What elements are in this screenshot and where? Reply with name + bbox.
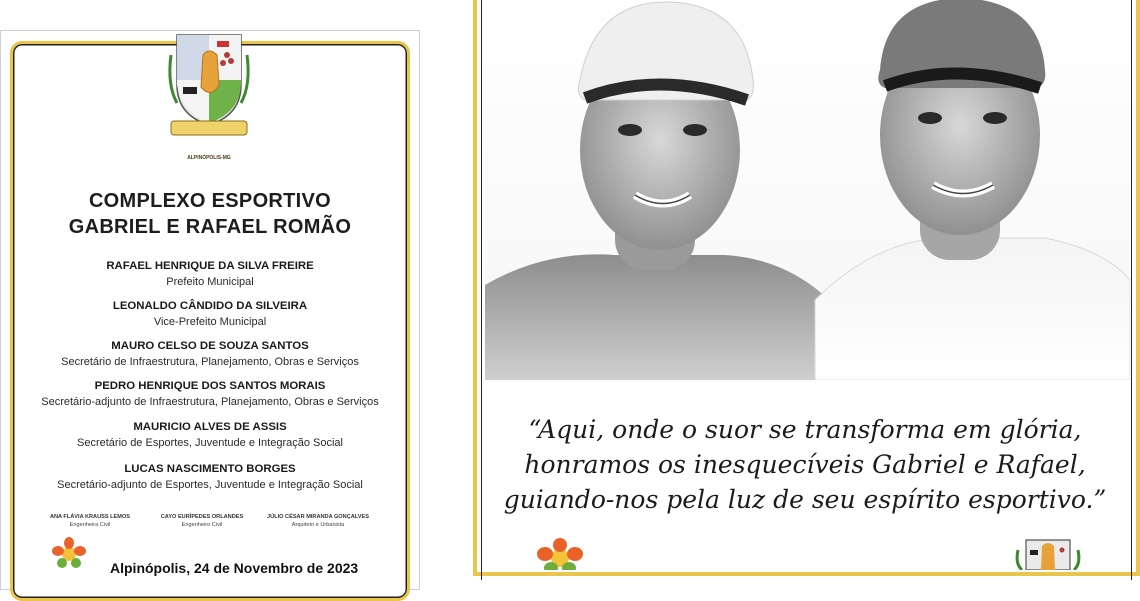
crest-ribbon-text: ALPINÓPOLIS-MG xyxy=(187,155,231,161)
flower-logo-icon xyxy=(533,538,588,570)
official-role: Secretário de Esportes, Juventude e Integração Social xyxy=(77,437,343,449)
official-name: PEDRO HENRIQUE DOS SANTOS MORAIS xyxy=(94,380,326,392)
official-role: Secretário-adjunto de Esportes, Juventude e Integração Social xyxy=(57,479,363,491)
official-role: Vice-Prefeito Municipal xyxy=(153,316,267,328)
engineer-credit xyxy=(142,514,262,528)
official-name: MAURICIO ALVES DE ASSIS xyxy=(133,421,287,433)
engineer-name: JÚLIO CÉSAR MIRANDA GONÇALVES xyxy=(267,514,369,520)
quote-line2: honramos os inesquecíveis Gabriel e Rafael, xyxy=(524,450,1086,479)
engineer-credit xyxy=(258,514,378,528)
official-role: Secretário de Infraestrutura, Planejamento, Obras e Serviços xyxy=(61,356,359,368)
official-role: Prefeito Municipal xyxy=(166,276,254,288)
official-role: Secretário-adjunto de Infraestrutura, Planejamento, Obras e Serviços xyxy=(41,396,379,408)
quote-line3: guiando-nos pela luz de seu espírito esportivo.” xyxy=(503,485,1107,514)
plaque-date: Alpinópolis, 24 de Novembro de 2023 xyxy=(110,560,359,576)
plaque-title-line2: GABRIEL E RAFAEL ROMÃO xyxy=(68,216,352,238)
municipal-crest-small-icon xyxy=(1012,536,1084,570)
engineer-title: Arquiteto e Urbanista xyxy=(291,522,345,528)
engineer-credit xyxy=(30,514,150,528)
official-name: LEONALDO CÂNDIDO DA SILVEIRA xyxy=(112,300,308,312)
memorial-photo xyxy=(485,0,1130,380)
engineer-name: ANA FLÁVIA KRAUSS LEMOS xyxy=(49,514,131,520)
engineer-name: CAYO EURÍPEDES ORLANDES xyxy=(160,514,244,520)
engineer-title: Engenheira Civil xyxy=(69,522,111,528)
flower-logo-icon xyxy=(50,536,88,570)
municipal-crest-icon xyxy=(163,25,255,145)
plaque-title-line1: COMPLEXO ESPORTIVO xyxy=(88,190,332,212)
official-name: MAURO CELSO DE SOUZA SANTOS xyxy=(111,340,309,352)
quote-line1: “Aqui, onde o suor se transforma em glória, xyxy=(528,415,1082,444)
engineer-title: Engenheiro Civil xyxy=(181,522,223,528)
official-name: LUCAS NASCIMENTO BORGES xyxy=(124,463,296,475)
official-name: RAFAEL HENRIQUE DA SILVA FREIRE xyxy=(106,260,314,272)
